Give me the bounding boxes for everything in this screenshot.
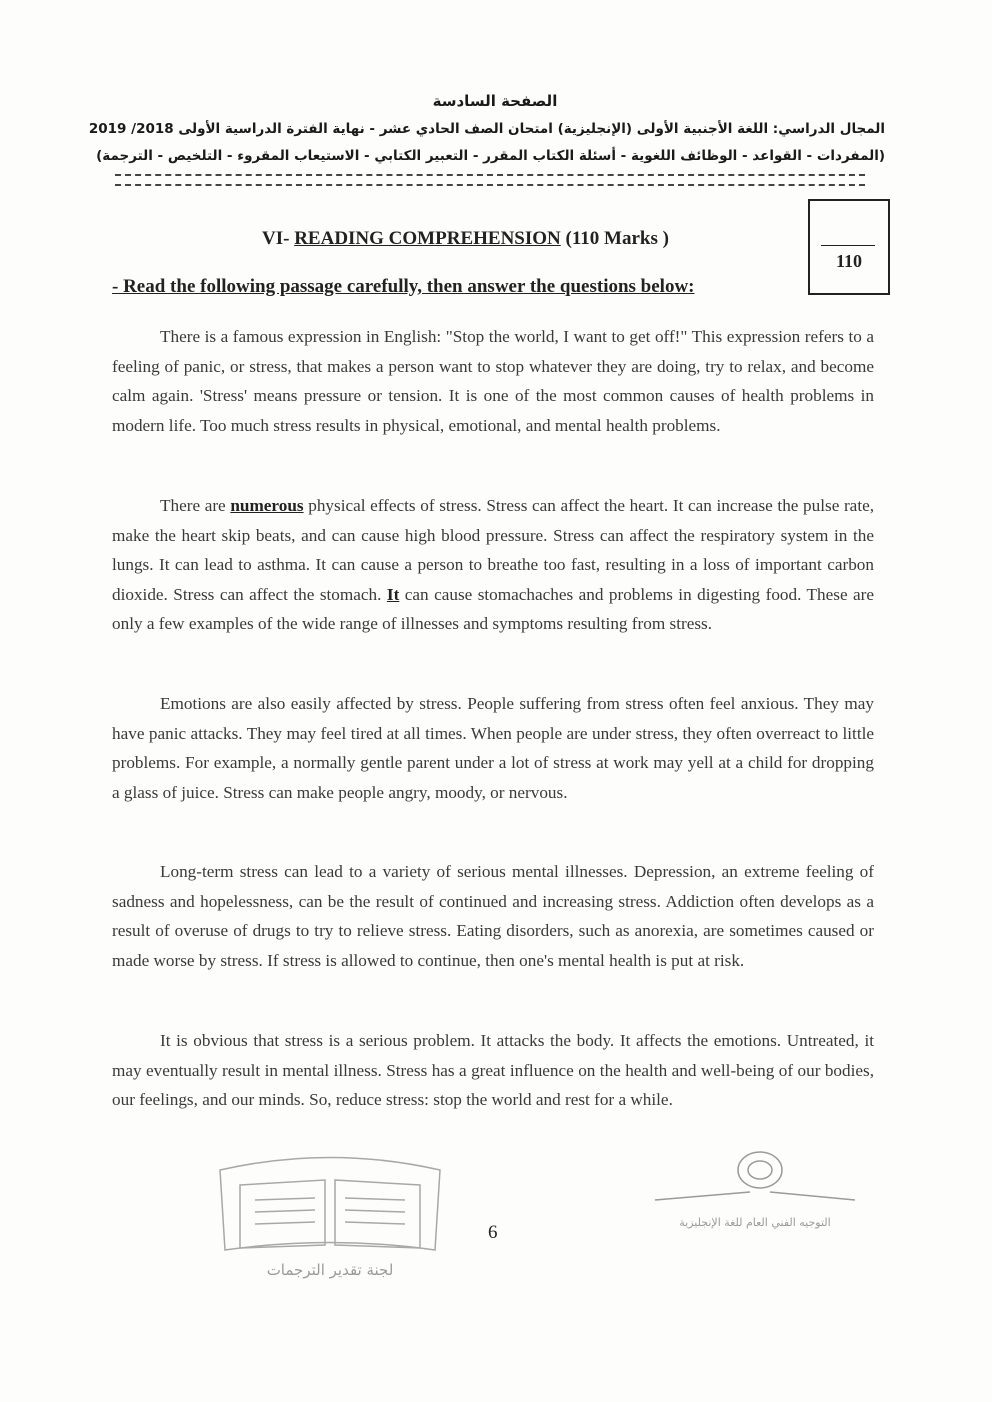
p2-text-c: physical effects of stress. Stress can affect the heart. It can increase the pulse rate, make the heart skip beats, and can cause high blood pressure. Stress can affect the respiratory system in the lungs. It can lead to asthma. It can cause a person to breathe too fast, resulting in a loss of important carbon dioxide. Stress can affect the stomach. — [112, 496, 875, 604]
section-number: VI- — [262, 228, 290, 249]
section-title — [262, 228, 669, 250]
section-name: READING COMPREHENSION — [294, 228, 561, 249]
section-marks: (110 Marks ) — [565, 228, 669, 249]
instruction: - Read the following passage carefully, then answer the questions below: — [112, 276, 695, 297]
stamp-right-text: التوجيه الفني العام للغة الإنجليزية — [679, 1216, 831, 1229]
score-total: 110 — [835, 251, 862, 271]
keyword-it: It — [386, 584, 400, 604]
p2-text-a: There are — [160, 496, 226, 515]
stamp-left-text: لجنة تقدير الترجمات — [266, 1261, 394, 1279]
passage-paragraph-1: There is a famous expression in English: "Stop the world, I want to get off!" This expression refers to a feeling of panic, or stress, that makes a person want to stop whatever they are doing, try to relax, and become calm again. 'Stress' means pressure or tension. It is one of the most common causes of health problems in modern life. Too much stress results in physical, emotional, and mental health problems. — [112, 327, 874, 435]
passage-paragraph-2 — [112, 491, 874, 639]
passage-paragraph-5: It is obvious that stress is a serious problem. It attacks the body. It affects the emotions. Untreated, it may eventually result in mental illness. Stress has a great influence on the health and well-being of our bodies, our feelings, and our minds. So, reduce stress: stop the world and rest for a while. — [112, 1031, 874, 1109]
exam-subject-line: المجال الدراسي: اللغة الأجنبية الأولى (الإنجليزية) امتحان الصف الحادي عشر - نهاية الفترة الدراسية الأولى 2018/ 2019 — [88, 121, 885, 137]
keyword-numerous: numerous — [230, 496, 304, 515]
translation-committee-stamp — [180, 1150, 480, 1290]
page-heading-arabic: الصفحة السادسة — [432, 92, 558, 110]
passage-paragraph-4: Long-term stress can lead to a variety of serious mental illnesses. Depression, an extreme feeling of sadness and hopelessness, can be the result of continued and increasing stress. Addiction often develops as a result of overuse of drugs to try to relieve stress. Eating disorders, such as anorexia, are sometimes caused or made worse by stress. If stress is allowed to continue, then one's mental health is put at risk. — [112, 862, 874, 970]
p2-text-e: can cause stomachaches and problems in digesting food. These are only a few examples of the wide range of illnesses and symptoms resulting from stress. — [112, 584, 875, 633]
score-box — [808, 199, 890, 295]
score-blank-line — [821, 245, 875, 246]
exam-topics-line: (المفردات - القواعد - الوظائف اللغوية - أسئلة الكتاب المقرر - التعبير الكتابي - الاستيعاب المقروء - التلخيص - الترجمة) — [96, 148, 885, 164]
english-supervision-stamp — [645, 1140, 865, 1240]
page-number: 6 — [488, 1222, 498, 1243]
header-divider — [115, 174, 865, 186]
passage-paragraph-3: Emotions are also easily affected by stress. People suffering from stress often feel anxious. They may have panic attacks. They may feel tired at all times. When people are under stress, they often overreact to little problems. For example, a normally gentle parent under a lot of stress at work may yell at a child for dropping a glass of juice. Stress can make people angry, moody, or nervous. — [112, 694, 874, 802]
